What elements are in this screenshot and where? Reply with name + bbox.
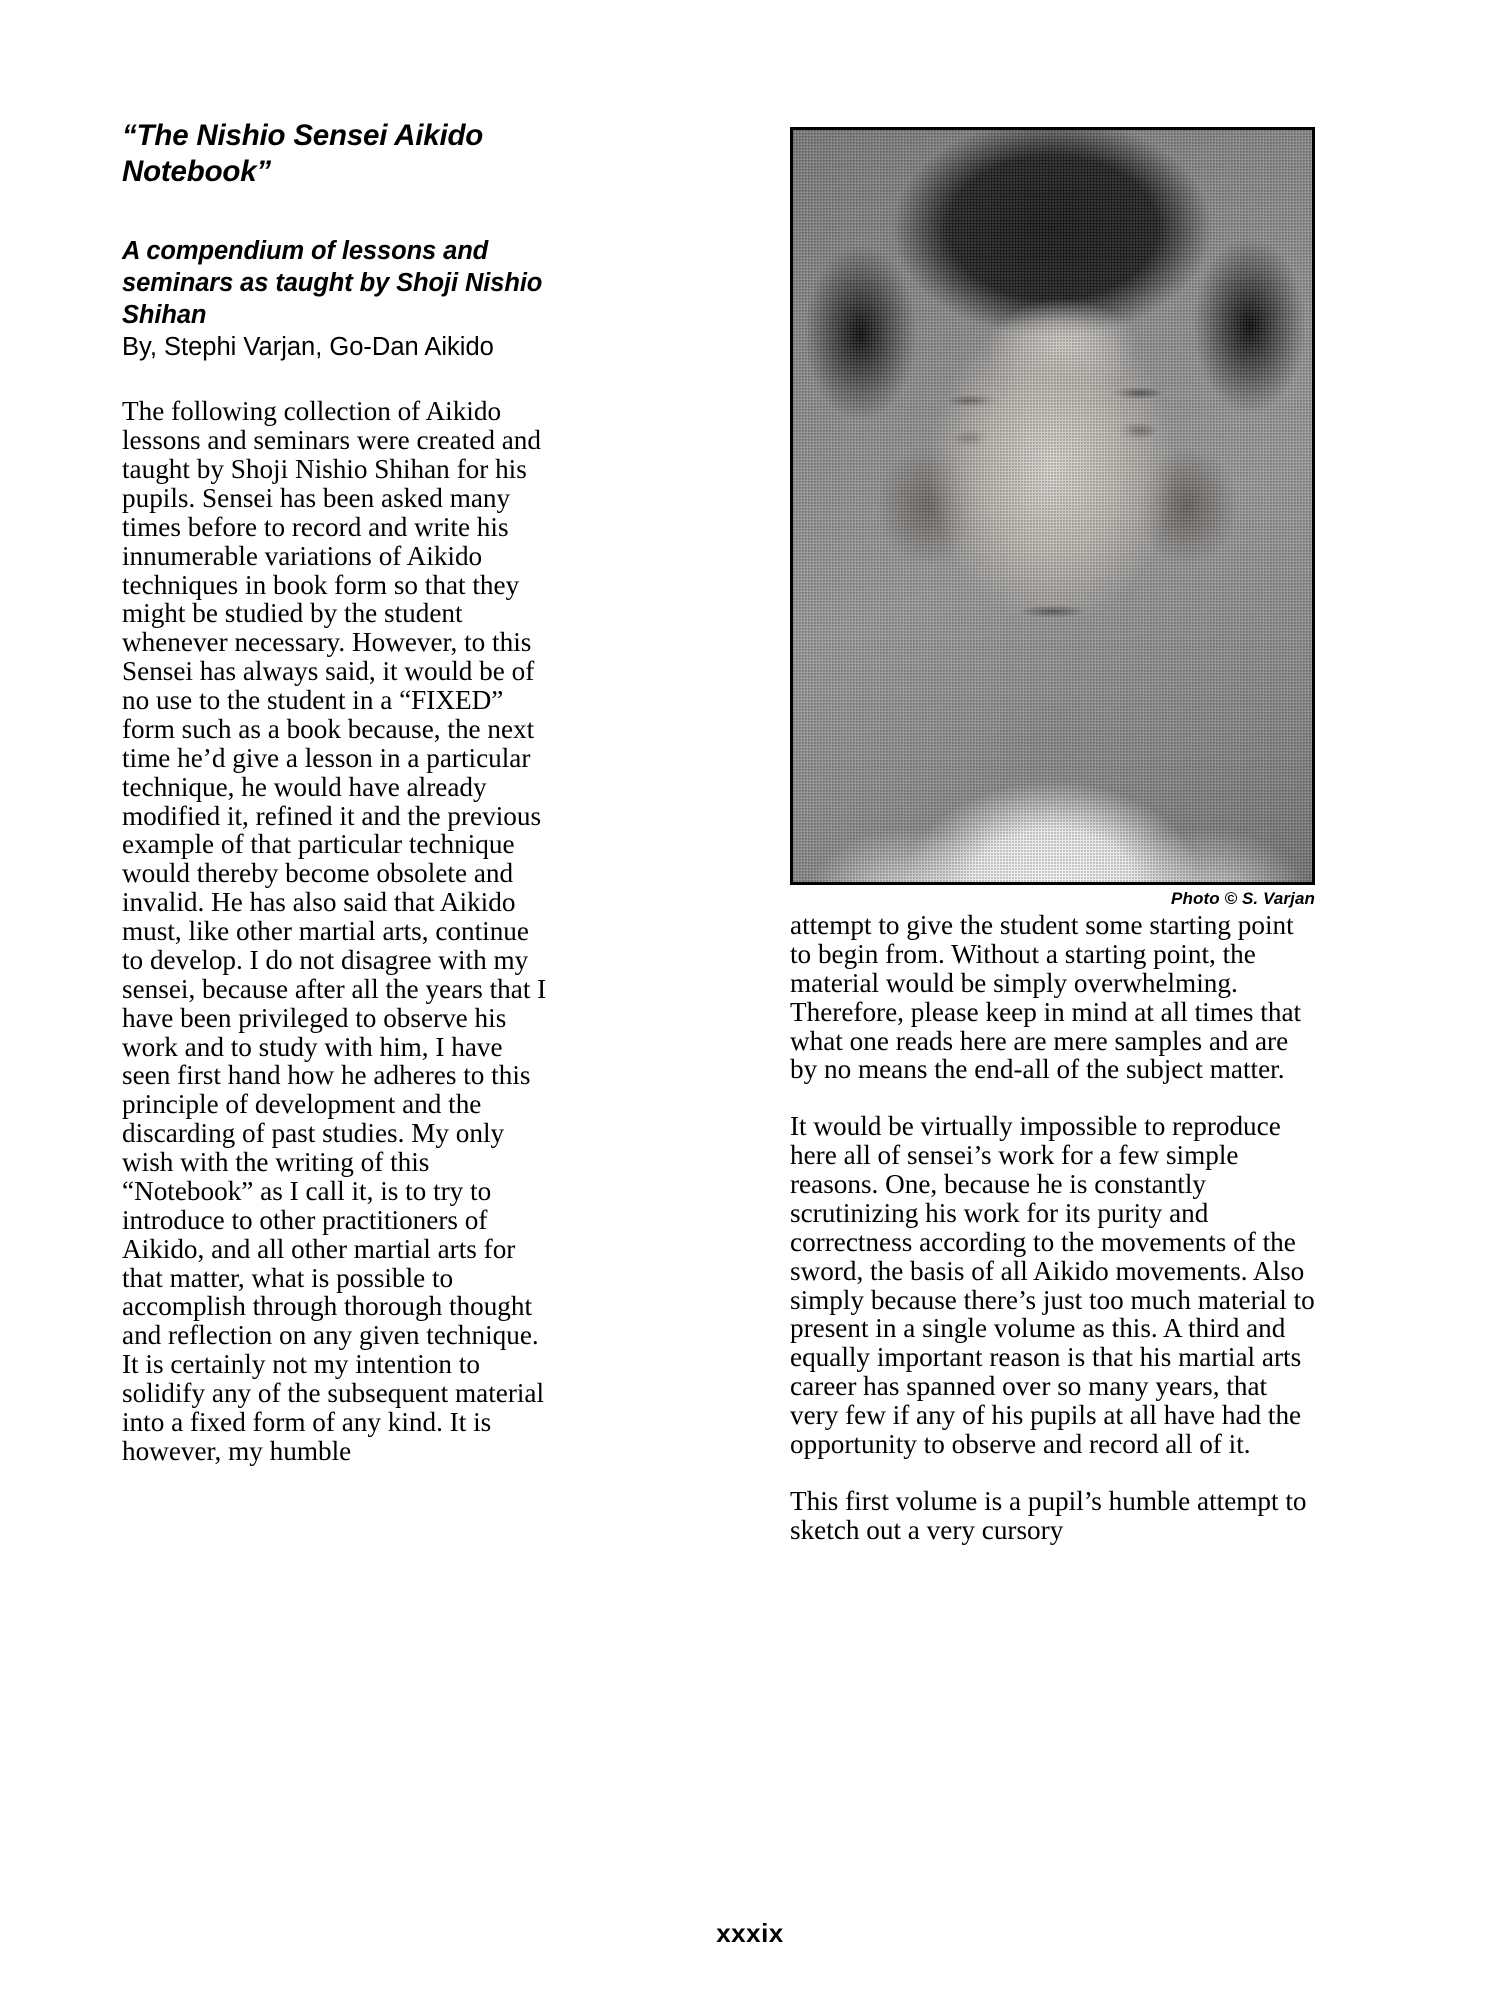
page-title-line-1: “The Nishio Sensei Aikido xyxy=(122,119,484,152)
page-subtitle: A compendium of lessons and seminars as taught by Shoji Nishio Shihan xyxy=(122,237,543,329)
portrait-photo-block xyxy=(790,127,1315,908)
subtitle-block xyxy=(122,236,554,363)
paragraph: attempt to give the student some starting point to begin from. Without a starting point, the material would be simply overwhelming. Therefore, please keep in mind at all times that what one reads here are mere samples and are by no means the end-all of the subject matter. xyxy=(790,910,1302,1085)
left-column xyxy=(122,118,554,1466)
left-column-body xyxy=(122,397,554,1465)
portrait-photo xyxy=(790,127,1315,885)
right-column xyxy=(790,911,1320,1545)
right-column-body xyxy=(790,911,1320,1545)
photo-credit: Photo © S. Varjan xyxy=(1171,889,1315,908)
page-title-line-2: Notebook” xyxy=(122,154,271,188)
page-number: xxxix xyxy=(716,1918,784,1948)
author-byline: By, Stephi Varjan, Go-Dan Aikido xyxy=(122,332,494,361)
paragraph: The following collection of Aikido lessons and seminars were created and taught by Shoji Nishio Shihan for his pupils. Sensei has been asked many times before to record and write his innumerable variations of Aikido techniques in book form so that they might be studied by the student whenever necessary. However, to this Sensei has always said, it would be of no use to the student in a “FIXED” form such as a book because, the next time he’d give a lesson in a particular technique, he would have already modified it, refined it and the previous example of that particular technique would thereby become obsolete and invalid. He has also said that Aikido must, like other martial arts, continue to develop. I do not disagree with my sensei, because after all the years that I have been privileged to observe his work and to study with him, I have seen first hand how he adheres to this principle of development and the discarding of past studies. My only wish with the writing of this “Notebook” as I call it, is to try to introduce to other practitioners of Aikido, and all other martial arts for that matter, what is possible to accomplish through thorough thought and reflection on any given technique. It is certainly not my intention to solidify any of the subsequent material into a fixed form of any kind. It is however, my humble xyxy=(122,396,547,1466)
paragraph: It would be virtually impossible to reproduce here all of sensei’s work for a few simple reasons. One, because he is constantly scrutinizing his work for its purity and correctness according to the movements of the sword, the basis of all Aikido movements. Also simply because there’s just too much material to present in a single volume as this. A third and equally important reason is that his martial arts career has spanned over so many years, that very few if any of his pupils at all have had the opportunity to observe and record all of it. xyxy=(790,1111,1315,1459)
paragraph: This first volume is a pupil’s humble attempt to sketch out a very cursory xyxy=(790,1485,1307,1545)
halftone-highlight-overlay xyxy=(793,130,1312,882)
page-title xyxy=(122,118,554,189)
